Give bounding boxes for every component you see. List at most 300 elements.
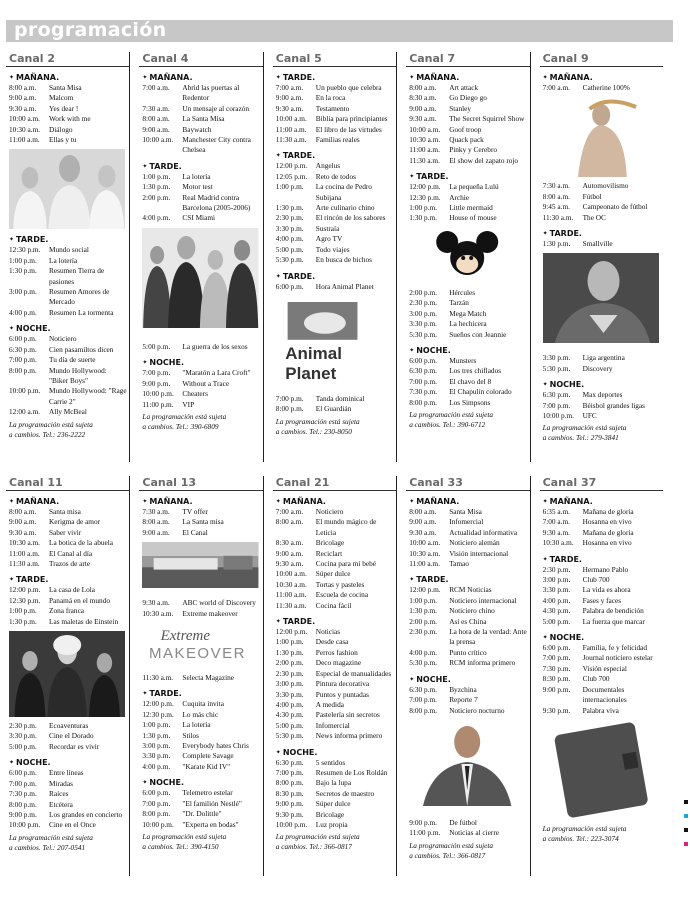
show-title: Kerigma de amor [49, 517, 101, 527]
show-title: De fútbol [449, 817, 477, 827]
time-label: 10:00 a.m. [9, 114, 41, 124]
section-heading: ✦ MAÑANA. [9, 73, 129, 82]
show-title: El chavo del 8 [449, 376, 492, 386]
time-label: 5:30 p.m. [409, 658, 437, 668]
channel-row-bottom [6, 476, 673, 876]
show-title: Deco magazine [315, 658, 361, 668]
time-label: 3:00 p.m. [9, 287, 37, 297]
schedule-item [273, 234, 396, 244]
schedule-item [273, 700, 396, 710]
schedule-item [139, 598, 262, 608]
schedule-note-phone: a cambios. Tel.: 207-0541 [9, 842, 86, 852]
section-heading: ✦ MAÑANA. [409, 497, 529, 506]
time-label: 3:30 p.m. [9, 731, 37, 741]
show-title: Béisbol grandes ligas [582, 400, 646, 410]
channel-column [406, 52, 530, 462]
schedule-item [139, 751, 262, 761]
time-label: 7:00 p.m. [142, 798, 171, 808]
show-title: Campeonato de fútbol [582, 202, 648, 212]
show-title: Hércules [449, 287, 476, 297]
schedule-item [273, 590, 396, 600]
show-title: "Dr. Dolittle" [182, 809, 222, 819]
schedule-item [406, 398, 529, 408]
schedule-item [6, 528, 129, 538]
schedule-item [139, 379, 262, 389]
time-label: 9:00 a.m. [275, 93, 304, 103]
show-title: Mundo Hollywood: "Rage Carrie 2" [49, 386, 127, 406]
show-title: ABC world of Discovery [182, 598, 256, 608]
mickey-face [456, 255, 478, 273]
show-title: Noticiero chino [449, 606, 495, 616]
mickey-image [409, 228, 525, 284]
schedule-item [406, 203, 529, 213]
show-title: Telemetro estelar [182, 788, 233, 798]
schedule-item [540, 664, 663, 674]
show-title: Infomercial [449, 517, 484, 527]
time-label: 11:30 a.m. [542, 212, 574, 222]
time-label: 1:00 p.m. [275, 637, 304, 647]
schedule-item [139, 673, 262, 683]
show-title: Cocina para mi bebé [315, 559, 376, 569]
trio-image [9, 149, 125, 229]
schedule-item [406, 366, 529, 376]
time-label: 5:00 p.m. [9, 741, 37, 751]
schedule-item [406, 559, 529, 569]
show-title: Cine el Dorado [49, 731, 94, 741]
time-label: 7:00 p.m. [275, 393, 304, 403]
schedule-item [139, 517, 262, 527]
time-label: 11:00 a.m. [9, 548, 40, 558]
show-title: 5 sentidos [315, 757, 346, 767]
show-title: A medida [315, 699, 344, 709]
time-label: 1:30 p.m. [142, 182, 171, 192]
time-label: 8:30 p.m. [542, 674, 571, 684]
time-label: 5:00 p.m. [275, 244, 304, 254]
schedule-item [6, 507, 129, 517]
schedule-item [6, 549, 129, 559]
time-label: 10:00 a.m. [275, 114, 307, 124]
schedule-item [6, 104, 129, 114]
show-title: Tanda dominical [315, 393, 365, 403]
schedule-item [6, 266, 129, 287]
show-title: Mundo social [49, 245, 89, 255]
schedule-item [406, 114, 529, 124]
time-label: 6:30 p.m. [409, 366, 437, 376]
show-title: Testamento [315, 103, 350, 113]
show-title: Cuquita invita [182, 699, 224, 709]
schedule-item [139, 368, 262, 378]
time-label: 3:30 p.m. [542, 585, 571, 595]
registration-mark [684, 828, 688, 832]
time-label: 10:00 p.m. [9, 386, 41, 396]
show-title: RCM Noticias [449, 585, 492, 595]
schedule-item [540, 585, 663, 595]
time-label: 7:00 p.m. [409, 376, 437, 386]
schedule-item [273, 710, 396, 720]
time-label: 9:30 a.m. [142, 598, 170, 608]
channel-name: Canal 33 [406, 476, 529, 491]
show-title: Byzchina [449, 684, 477, 694]
show-title: The OC [582, 212, 606, 222]
time-label: 1:00 p.m. [409, 595, 437, 605]
section-heading: ✦ NOCHE. [543, 633, 663, 642]
show-title: Así es China [449, 616, 487, 626]
show-title: Noticias al cierre [449, 828, 500, 838]
show-title: VIP [182, 399, 195, 409]
time-label: 1:30 p.m. [275, 203, 304, 213]
section-heading: ✦ TARDE. [409, 575, 529, 584]
schedule-item [406, 319, 529, 329]
channel-column [540, 52, 663, 462]
time-label: 10:30 a.m. [275, 579, 307, 589]
show-title: Mundo Hollywood: "Biker Boys" [49, 365, 107, 385]
section-heading: ✦ NOCHE. [409, 675, 529, 684]
time-label: 7:00 p.m. [542, 653, 571, 663]
schedule-item [273, 203, 396, 213]
schedule-item [406, 695, 529, 705]
show-title: La pequeña Lulú [449, 182, 499, 192]
schedule-item [139, 731, 262, 741]
section-heading: ✦ NOCHE. [142, 778, 262, 787]
show-title: El Guardián [315, 404, 352, 414]
show-title: Secretos de maestro [315, 788, 375, 798]
schedule-item [273, 637, 396, 647]
schedule-item [406, 685, 529, 695]
show-title: Archie [449, 192, 470, 202]
schedule-note: La programación está sujeta [275, 416, 360, 426]
time-label: 8:30 p.m. [275, 788, 304, 798]
time-label: 9:00 a.m. [9, 517, 37, 527]
schedule-note: La programación está sujeta [409, 409, 494, 419]
show-title: Everybody hates Chris [182, 741, 249, 751]
person-head [208, 250, 223, 270]
schedule-item [540, 706, 663, 716]
show-title: Resumen Tierra de pasiones [49, 266, 105, 286]
show-title: UFC [582, 411, 597, 421]
schedule-item [273, 255, 396, 265]
show-title: Mañana de gloria [582, 527, 634, 537]
schedule-item [406, 648, 529, 658]
white-hair [53, 635, 81, 655]
locks [224, 556, 253, 570]
time-label: 11:30 a.m. [409, 155, 440, 165]
time-label: 11:30 a.m. [275, 135, 307, 145]
schedule-item [540, 538, 663, 548]
show-title: Hosanna en vivo [582, 538, 632, 548]
time-label: 10:00 p.m. [275, 819, 308, 829]
logo-word-planet: Planet [285, 363, 337, 383]
show-title: RCM informa primero [449, 658, 516, 668]
time-label: 10:30 a.m. [542, 538, 574, 548]
section-heading: ✦ TARDE. [276, 617, 396, 626]
schedule-item [139, 809, 262, 819]
time-label: 7:00 a.m. [275, 507, 304, 516]
time-label: 8:00 a.m. [409, 507, 437, 516]
schedule-note-phone: a cambios. Tel.: 390-6809 [142, 421, 219, 431]
schedule-item [406, 330, 529, 340]
schedule-item [406, 585, 529, 595]
show-title: El mundo mágico de Leticia [315, 517, 377, 537]
schedule-item [6, 256, 129, 266]
time-label: 9:00 a.m. [9, 93, 37, 103]
show-title: Santa misa [49, 507, 81, 516]
time-label: 8:00 a.m. [275, 517, 304, 527]
time-label: 1:00 p.m. [9, 606, 37, 616]
schedule-item [273, 580, 396, 590]
time-label: 10:00 a.m. [142, 135, 174, 145]
channel-name: Canal 37 [540, 476, 663, 491]
schedule-item [273, 245, 396, 255]
schedule-item [406, 83, 529, 93]
schedule-item [540, 83, 663, 93]
time-label: 7:00 p.m. [9, 355, 37, 365]
schedule-item [406, 528, 529, 538]
show-title: En busca de bichos [315, 255, 372, 265]
schedule-note: La programación está sujeta [409, 840, 494, 850]
show-title: Selecta Magazine [182, 673, 235, 683]
time-label: 4:00 p.m. [409, 647, 437, 657]
show-title: Luz propia [315, 819, 348, 829]
channel-name: Canal 9 [540, 52, 663, 67]
time-label: 3:30 p.m. [275, 689, 304, 699]
time-label: 8:30 a.m. [275, 538, 304, 548]
show-title: Malcom [49, 93, 74, 103]
time-label: 1:30 p.m. [409, 606, 437, 616]
schedule-note-phone: a cambios. Tel.: 390-6712 [409, 419, 486, 429]
show-title: Without a Trace [182, 378, 230, 388]
schedule-item [273, 83, 396, 93]
time-label: 9:00 p.m. [9, 809, 37, 819]
schedule-item [406, 288, 529, 298]
channel-row-top [6, 52, 673, 462]
schedule-item [406, 538, 529, 548]
bible-image [543, 720, 659, 820]
schedule-item [540, 674, 663, 684]
show-title: Lo más chic [182, 709, 219, 719]
show-title: Stilos [182, 730, 200, 740]
show-title: Noticiero alemán [449, 538, 500, 548]
time-label: 6:00 p.m. [542, 643, 571, 653]
schedule-item [406, 135, 529, 145]
show-title: News informa primero [315, 731, 383, 741]
show-title: Miradas [49, 778, 73, 788]
schedule-item [540, 617, 663, 627]
time-label: 2:00 p.m. [409, 287, 437, 297]
show-title: La lotería [182, 171, 211, 181]
water [142, 568, 258, 589]
time-label: 11:00 p.m. [142, 399, 174, 409]
time-label: 12:00 p.m. [9, 585, 41, 595]
schedule-item [6, 245, 129, 255]
time-label: 6:30 p.m. [542, 390, 571, 400]
time-label: 4:00 p.m. [142, 213, 171, 223]
einstein-image [9, 631, 125, 717]
show-title: Complete Savage [182, 751, 234, 761]
show-title: Club 700 [582, 575, 610, 585]
section-heading: ✦ TARDE. [276, 272, 396, 281]
ship [154, 558, 218, 570]
person-head [22, 651, 37, 671]
time-label: 4:30 p.m. [542, 606, 571, 616]
schedule-item [540, 401, 663, 411]
elephant-icon [304, 312, 346, 334]
schedule-item [139, 528, 262, 538]
schedule-item [6, 585, 129, 595]
show-title: Diálogo [49, 124, 73, 134]
time-label: 6:35 a.m. [542, 507, 570, 516]
show-title: El rincón de los sabores [315, 213, 386, 223]
logo-word-animal: Animal [285, 343, 342, 363]
time-label: 7:00 a.m. [275, 83, 304, 92]
time-label: 9:30 a.m. [409, 114, 437, 124]
schedule-item [139, 182, 262, 192]
time-label: 12:00 p.m. [275, 627, 308, 637]
show-title: Noticiero internacional [449, 595, 517, 605]
schedule-item [6, 789, 129, 799]
time-label: 9:00 a.m. [142, 527, 170, 537]
woman-photo-svg [543, 97, 659, 177]
schedule-item [540, 202, 663, 212]
schedule-item [540, 565, 663, 575]
sky [142, 542, 258, 556]
schedule-item [540, 192, 663, 202]
schedule-item [273, 601, 396, 611]
show-title: Punto crítico [449, 647, 487, 657]
schedule-item [406, 145, 529, 155]
schedule-note-phone: a cambios. Tel.: 236-2222 [9, 429, 86, 439]
time-label: 10:00 p.m. [9, 820, 41, 830]
time-label: 10:00 a.m. [409, 124, 441, 134]
section-heading: ✦ MAÑANA. [409, 73, 529, 82]
schedule-item [406, 507, 529, 517]
schedule-item [6, 596, 129, 606]
schedule-item [273, 690, 396, 700]
schedule-item [6, 538, 129, 548]
schedule-item [273, 658, 396, 668]
schedule-item [406, 156, 529, 166]
time-label: 11:00 a.m. [9, 135, 40, 145]
show-title: Pinky y Cerebro [449, 145, 498, 155]
time-label: 6:30 p.m. [275, 757, 304, 767]
time-label: 8:00 p.m. [275, 404, 304, 414]
show-title: Motor test [182, 182, 213, 192]
mickey-eye [469, 256, 473, 260]
time-label: 5:00 p.m. [542, 616, 571, 626]
time-label: 7:30 a.m. [142, 103, 170, 113]
time-label: 1:00 p.m. [9, 255, 37, 265]
show-title: Santa Misa [449, 507, 482, 516]
time-label: 10:00 p.m. [142, 389, 174, 399]
show-title: "Karate Kid IV" [182, 761, 231, 771]
show-title: La vida es ahora [582, 585, 631, 595]
show-title: Agro TV [315, 234, 343, 244]
time-label: 3:30 p.m. [409, 319, 437, 329]
show-title: Baywatch [182, 124, 212, 134]
time-label: 6:00 p.m. [409, 355, 437, 365]
time-label: 8:00 p.m. [409, 705, 437, 715]
section-heading: ✦ TARDE. [276, 151, 396, 160]
woman-image [543, 97, 659, 177]
schedule-item [406, 387, 529, 397]
person-head [151, 246, 165, 264]
time-label: 11:00 a.m. [409, 145, 440, 155]
schedule-item [273, 820, 396, 830]
schedule-item [6, 800, 129, 810]
superman-photo-svg [543, 253, 659, 343]
channel-column [139, 476, 263, 876]
time-label: 9:30 a.m. [409, 527, 437, 537]
mickey-photo-svg [409, 228, 525, 284]
show-title: La lotería [182, 720, 211, 730]
schedule-item [273, 224, 396, 234]
time-label: 1:30 p.m. [9, 616, 37, 626]
show-title: TV offer [182, 507, 208, 516]
channel-column [540, 476, 663, 876]
schedule-item [6, 83, 129, 93]
time-label: 1:30 p.m. [409, 213, 437, 223]
show-title: Smallville [582, 239, 613, 249]
show-title: Todo viajes [315, 244, 350, 254]
time-label: 8:00 p.m. [9, 799, 37, 809]
schedule-item [273, 731, 396, 741]
show-title: La casa de Lola [49, 585, 95, 595]
person-head [454, 726, 480, 758]
show-title: Infomercial [315, 720, 350, 730]
man-photo-svg [409, 720, 525, 806]
show-title: Familias reales [315, 135, 360, 145]
time-label: 3:00 p.m. [542, 575, 571, 585]
schedule-item [540, 596, 663, 606]
schedule-item [406, 93, 529, 103]
schedule-item [406, 627, 529, 648]
time-label: 2:30 p.m. [275, 668, 304, 678]
schedule-item [540, 575, 663, 585]
show-title: Real Madrid contra Barcelona (2005-2006) [182, 192, 251, 213]
schedule-item [273, 517, 396, 538]
time-label: 7:30 p.m. [542, 663, 571, 673]
show-title: Palabra de bendición [582, 606, 644, 616]
show-title: Ellas y tu [49, 135, 77, 145]
show-title: Recordar es vivir [49, 741, 100, 751]
show-title: Fases y faces [582, 595, 622, 605]
schedule-item [6, 366, 129, 387]
schedule-item [273, 394, 396, 404]
mickey-eye [461, 256, 465, 260]
schedule-item [273, 93, 396, 103]
section-heading: ✦ TARDE. [142, 689, 262, 698]
channel-name: Canal 5 [273, 52, 396, 67]
trio-photo-svg [9, 149, 125, 229]
schedule-item [6, 93, 129, 103]
show-title: La Santa misa [182, 517, 224, 527]
person-head [97, 653, 112, 673]
section-heading: ✦ MAÑANA. [543, 73, 663, 82]
time-label: 7:30 p.m. [409, 387, 437, 397]
section-heading: ✦ TARDE. [409, 172, 529, 181]
time-label: 1:00 p.m. [409, 203, 437, 213]
time-label: 12:30 p.m. [142, 709, 174, 719]
show-title: La hechicera [449, 319, 487, 329]
schedule-item [273, 125, 396, 135]
time-label: 12:30 p.m. [9, 595, 41, 605]
show-title: "Maratón a Lara Croft" [182, 368, 251, 378]
time-label: 9:00 a.m. [409, 103, 437, 113]
time-label: 3:30 p.m. [542, 353, 571, 363]
show-title: The Secret Squirrel Show [449, 114, 525, 124]
person-head [587, 261, 619, 301]
title-bar [6, 20, 673, 42]
time-label: 9:45 a.m. [542, 202, 570, 212]
